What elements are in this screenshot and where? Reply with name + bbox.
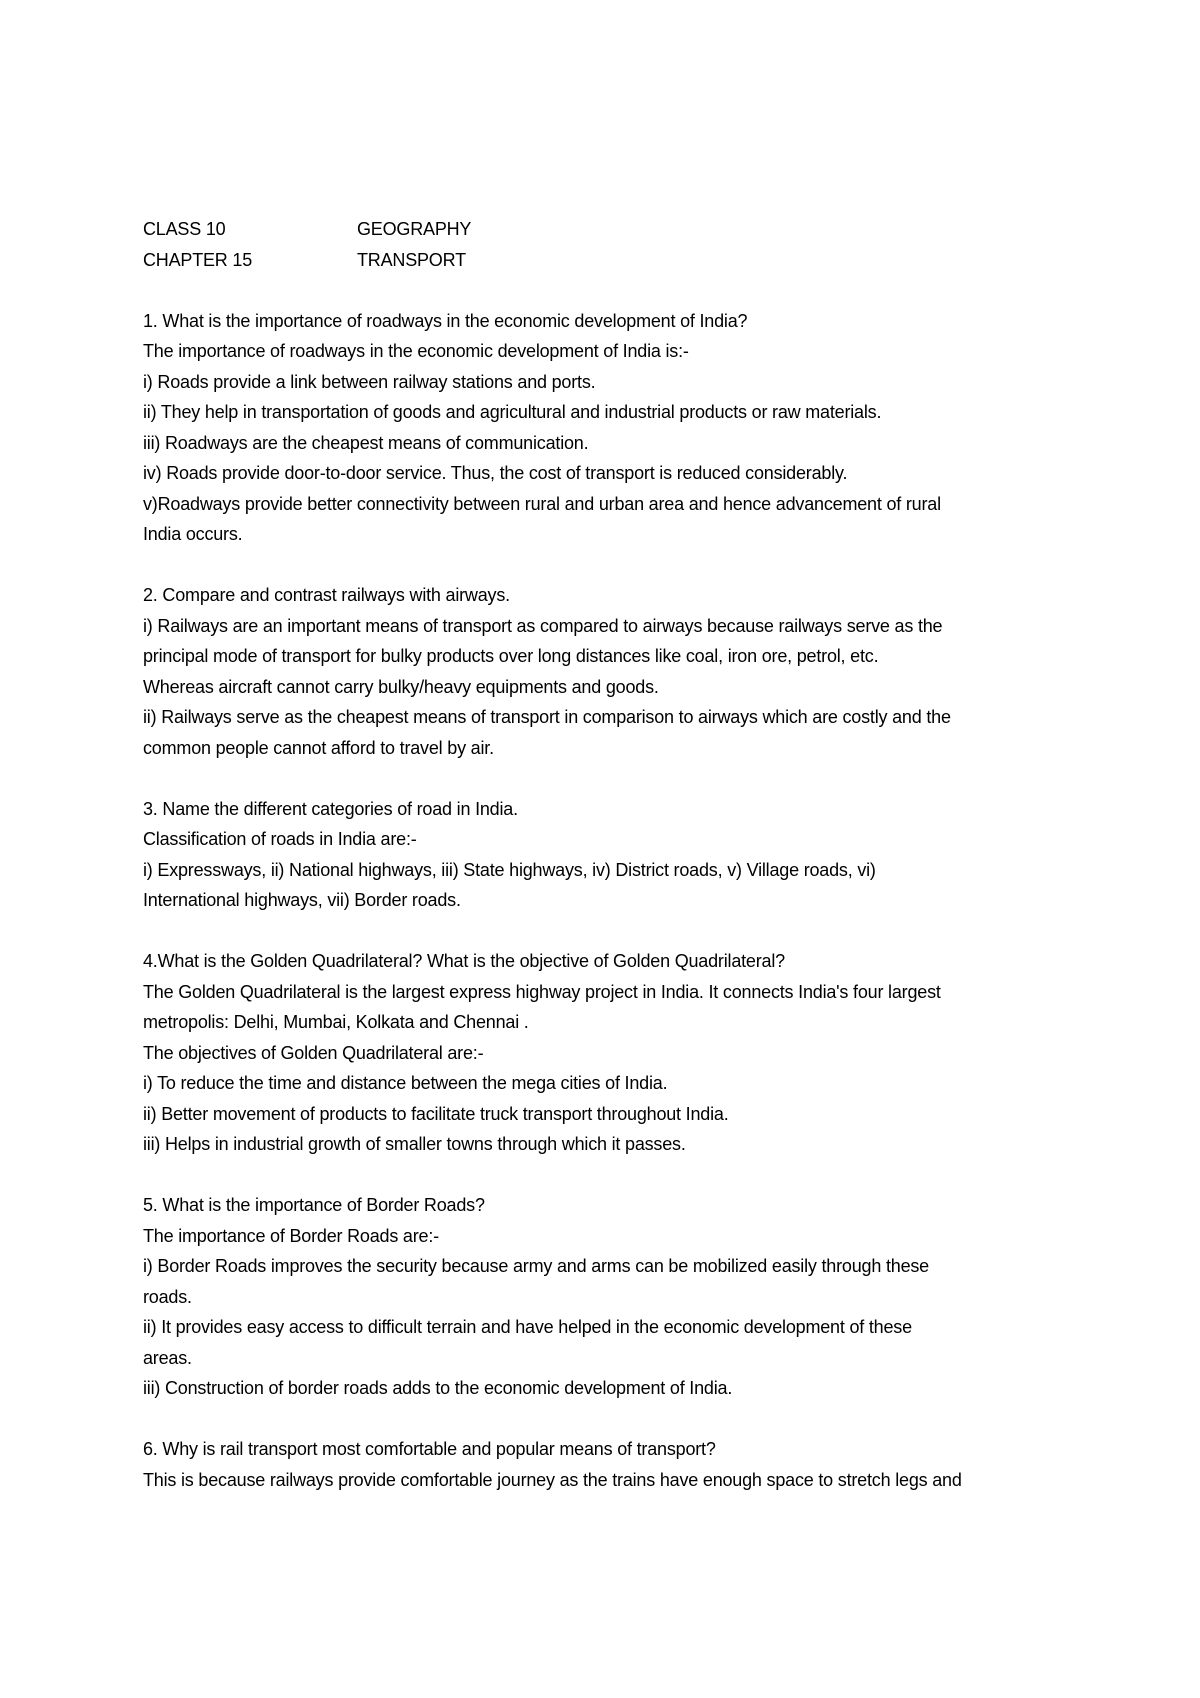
answer-line: metropolis: Delhi, Mumbai, Kolkata and Chennai . xyxy=(143,1012,529,1032)
answer-line: The importance of roadways in the economic development of India is:- xyxy=(143,341,689,361)
question-heading: 5. What is the importance of Border Roads? xyxy=(143,1195,485,1215)
answer-line: iii) Roadways are the cheapest means of communication. xyxy=(143,432,589,453)
class-subject-row xyxy=(143,214,1083,245)
answer-line: principal mode of transport for bulky products over long distances like coal, iron ore, petrol, etc. xyxy=(143,646,879,666)
qa-section xyxy=(143,946,1083,1190)
qa-section xyxy=(143,1434,1083,1495)
answer-line: iii) Construction of border roads adds to the economic development of India. xyxy=(143,1378,733,1398)
question-heading: 2. Compare and contrast railways with airways. xyxy=(143,585,510,605)
answer-line: i) Expressways, ii) National highways, iii) State highways, iv) District roads, v) Village roads, vi) xyxy=(143,859,876,880)
chapter-row xyxy=(143,245,1083,276)
answer-line: i) Roads provide a link between railway stations and ports. xyxy=(143,371,596,392)
answer-line: The objectives of Golden Quadrilateral are:- xyxy=(143,1042,484,1063)
answer-line: ii) It provides easy access to difficult terrain and have helped in the economic development of these xyxy=(143,1317,912,1337)
chapter-title: TRANSPORT xyxy=(357,249,466,270)
answer-line: The Golden Quadrilateral is the largest express highway project in India. It connects India's four largest xyxy=(143,981,941,1002)
answer-line: roads. xyxy=(143,1286,192,1307)
answer-line: This is because railways provide comfortable journey as the trains have enough space to stretch legs and xyxy=(143,1469,962,1490)
qa-section xyxy=(143,1190,1083,1434)
answer-line: Whereas aircraft cannot carry bulky/heavy equipments and goods. xyxy=(143,676,659,697)
answer-line: i) To reduce the time and distance between the mega cities of India. xyxy=(143,1073,668,1093)
qa-section xyxy=(143,580,1083,794)
answer-line: Classification of roads in India are:- xyxy=(143,829,417,849)
qa-section xyxy=(143,306,1083,581)
answer-line: The importance of Border Roads are:- xyxy=(143,1225,439,1246)
question-heading: 3. Name the different categories of road in India. xyxy=(143,798,518,819)
answer-line: iii) Helps in industrial growth of smaller towns through which it passes. xyxy=(143,1134,686,1154)
question-heading: 1. What is the importance of roadways in the economic development of India? xyxy=(143,310,748,331)
answer-line: ii) Better movement of products to facilitate truck transport throughout India. xyxy=(143,1103,729,1124)
answer-line: areas. xyxy=(143,1347,192,1368)
document-page xyxy=(143,214,1083,1495)
answer-line: ii) Railways serve as the cheapest means of transport in comparison to airways which are costly and the xyxy=(143,707,951,727)
answer-line: v)Roadways provide better connectivity between rural and urban area and hence advancement of rural xyxy=(143,493,941,514)
question-heading: 6. Why is rail transport most comfortable and popular means of transport? xyxy=(143,1439,716,1459)
answer-line: i) Border Roads improves the security because army and arms can be mobilized easily through these xyxy=(143,1256,929,1276)
answer-line: India occurs. xyxy=(143,524,243,544)
answer-line: common people cannot afford to travel by air. xyxy=(143,737,494,758)
answer-line: ii) They help in transportation of goods and agricultural and industrial products or raw materials. xyxy=(143,402,882,422)
subject-label: GEOGRAPHY xyxy=(357,219,472,239)
class-label: CLASS 10 xyxy=(143,219,226,239)
answer-line: International highways, vii) Border roads. xyxy=(143,890,461,910)
question-heading: 4.What is the Golden Quadrilateral? What is the objective of Golden Quadrilateral? xyxy=(143,951,785,971)
answer-line: i) Railways are an important means of transport as compared to airways because railways serve as the xyxy=(143,615,943,636)
chapter-label: CHAPTER 15 xyxy=(143,249,253,270)
qa-section xyxy=(143,794,1083,947)
answer-line: iv) Roads provide door-to-door service. Thus, the cost of transport is reduced considerably. xyxy=(143,463,848,483)
qa-sections xyxy=(143,306,1083,1496)
